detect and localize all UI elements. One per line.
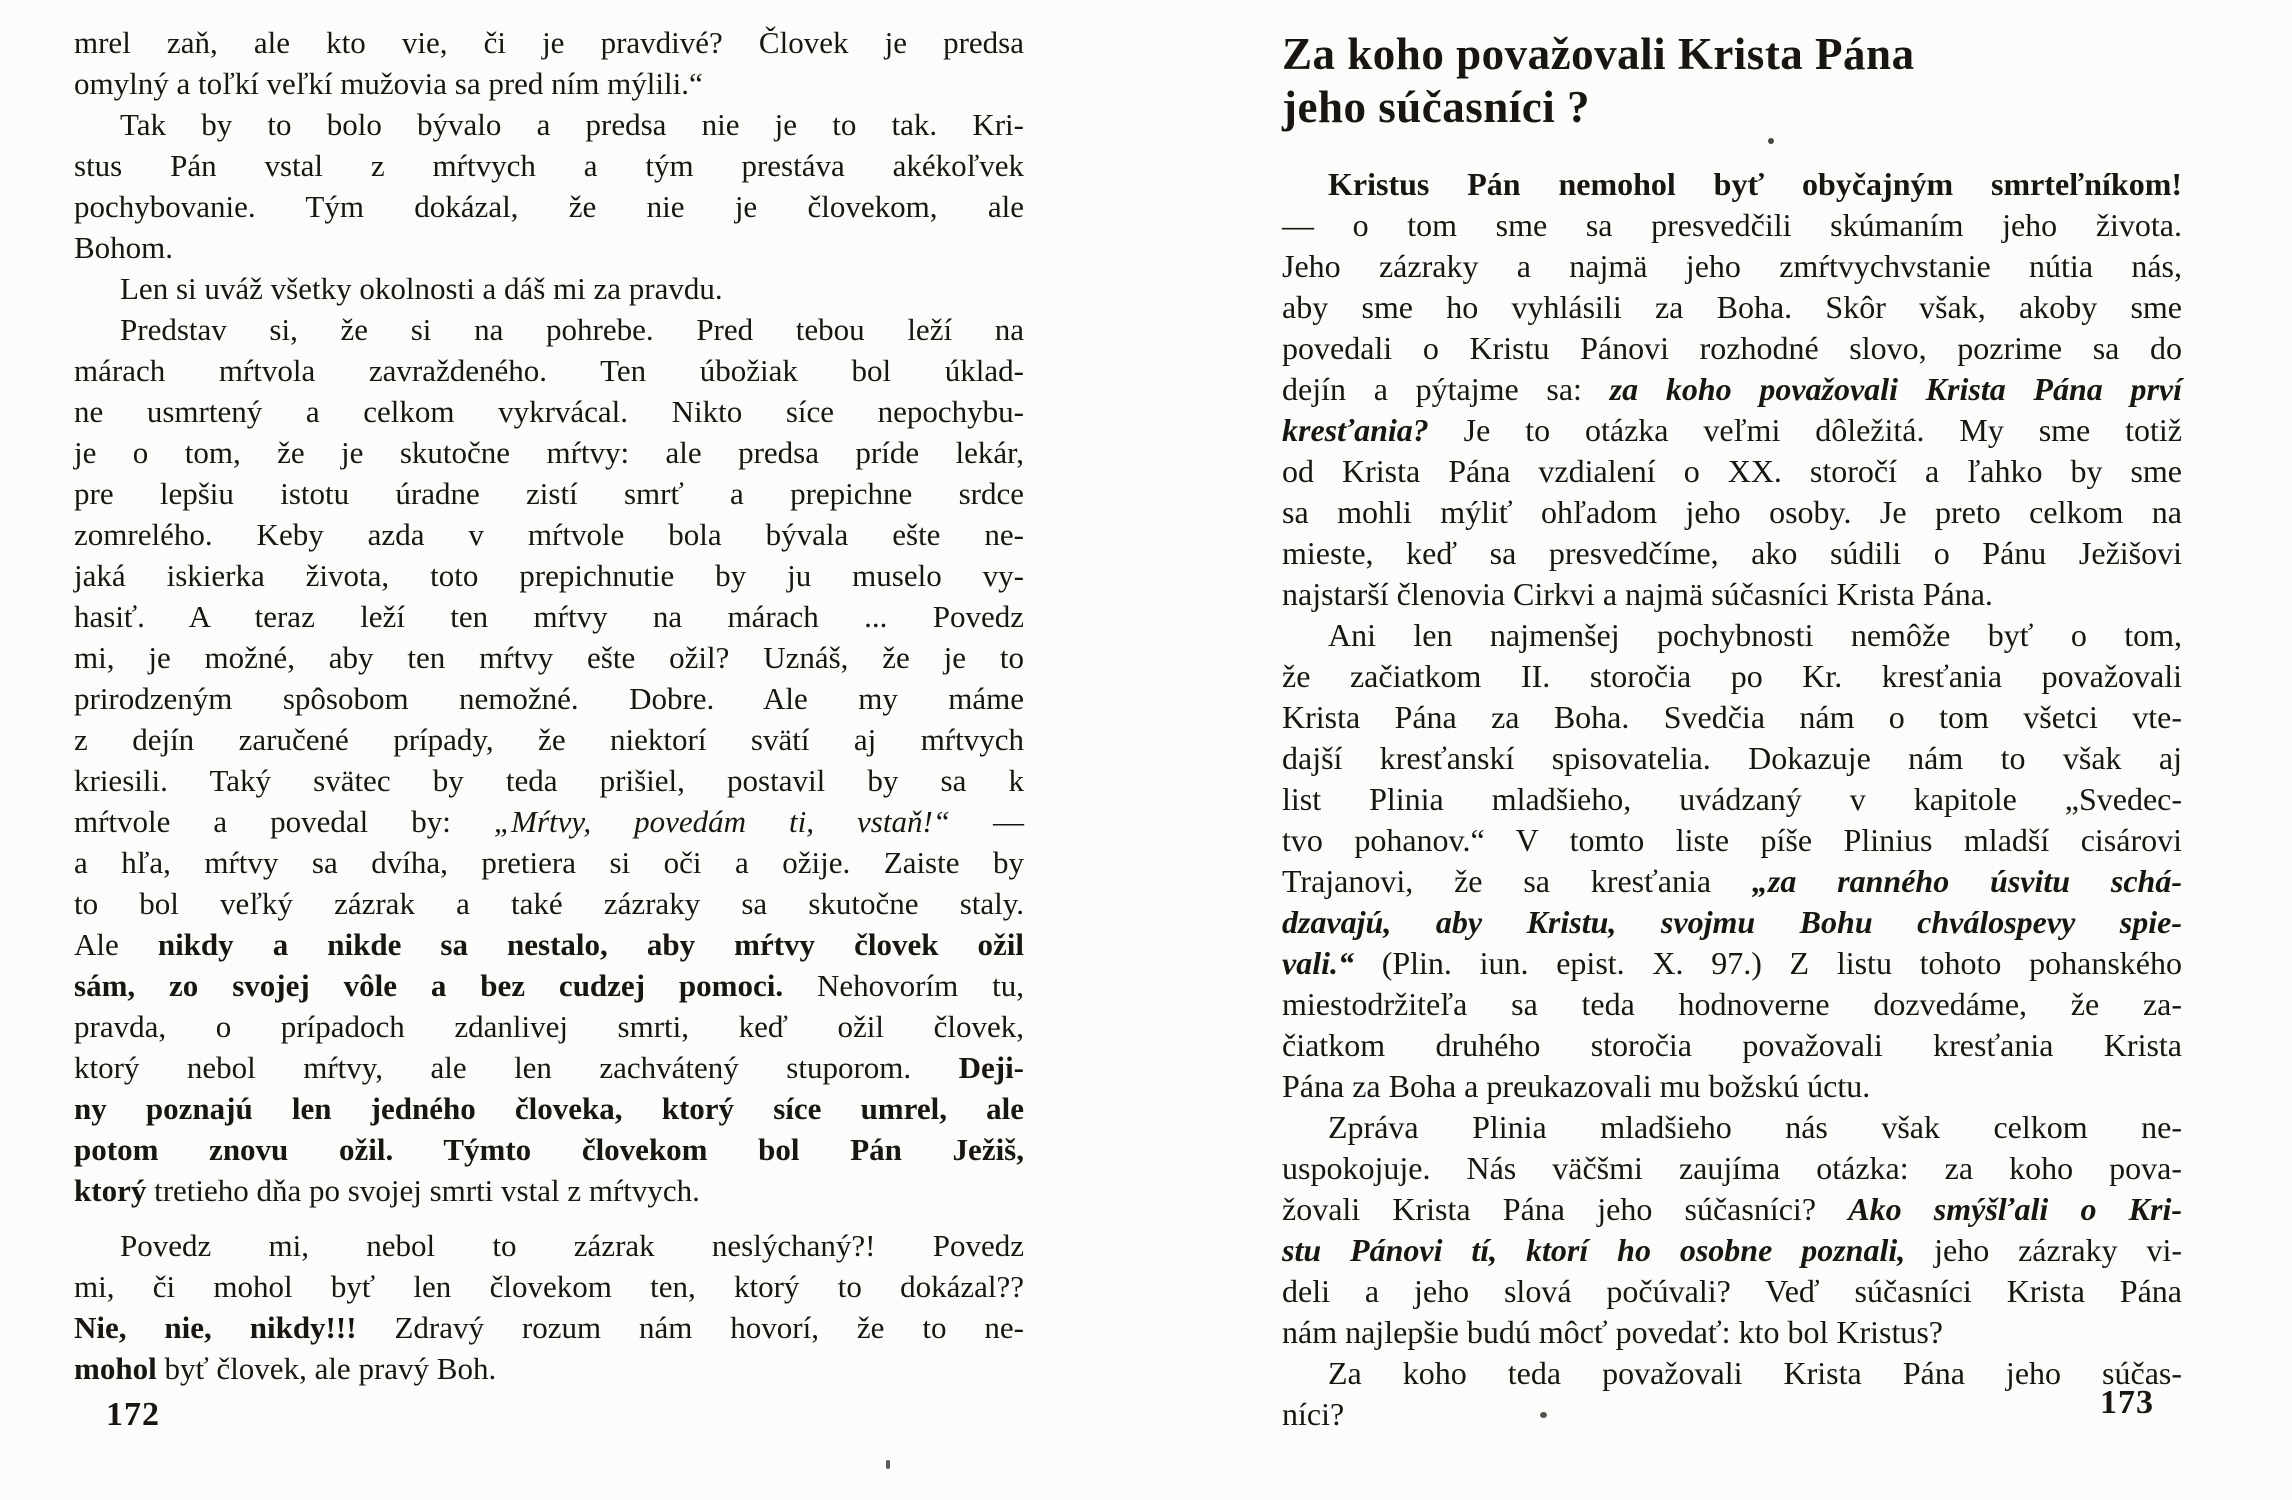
text-line: níci? bbox=[1282, 1396, 1345, 1432]
text-line: žovali Krista Pána jeho súčasníci? Ako smýšľali o Kri- bbox=[1282, 1191, 2183, 1227]
text-line: Kristus Pán nemohol byť obyčajným smrteľníkom! bbox=[1328, 166, 2182, 202]
text-line: a hľa, mŕtvy sa dvíha, pretiera si oči a ožije. Zaiste by bbox=[74, 845, 1024, 880]
text-line: mieste, keď sa presvedčíme, ako súdili o Pánu Ježišovi bbox=[1282, 535, 2182, 571]
book-page-right bbox=[1282, 28, 2182, 1435]
text-line: Predstav si, že si na pohrebe. Pred tebou leží na bbox=[120, 312, 1024, 347]
page-number-right: 173 bbox=[2100, 1384, 2154, 1421]
text-line: že začiatkom II. storočia po Kr. kresťania považovali bbox=[1282, 658, 2182, 694]
text-line: Nie, nie, nikdy!!! Zdravý rozum nám hovorí, že to ne- bbox=[74, 1310, 1024, 1345]
text-line: Trajanovi, že sa kresťania „za ranného úsvitu schá- bbox=[1282, 863, 2183, 899]
text-line: mi, je možné, aby ten mŕtvy ešte ožil? Uznáš, že je to bbox=[74, 640, 1024, 675]
paragraph bbox=[74, 104, 1024, 268]
text-line: mŕtvole a povedal by: „Mŕtvy, povedám ti, vstaň!“ — bbox=[74, 804, 1024, 839]
scan-artifact-dot bbox=[1540, 1412, 1547, 1418]
text-line: čiatkom druhého storočia považovali kresťania Krista bbox=[1282, 1027, 2182, 1063]
text-line: aby sme ho vyhlásili za Boha. Skôr však, akoby sme bbox=[1282, 289, 2182, 325]
text-line: ktorý tretieho dňa po svojej smrti vstal z mŕtvych. bbox=[74, 1173, 700, 1208]
text-line: pochybovanie. Tým dokázal, že nie je človekom, ale bbox=[74, 189, 1024, 224]
text-line: Zpráva Plinia mladšieho nás však celkom ne- bbox=[1328, 1109, 2182, 1145]
text-line: dajší kresťanskí spisovatelia. Dokazuje nám to však aj bbox=[1282, 740, 2182, 776]
text-line: kriesili. Taký svätec by teda prišiel, postavil by sa k bbox=[74, 763, 1024, 798]
text-line: Pána za Boha a preukazovali mu božskú úctu. bbox=[1282, 1068, 1871, 1104]
text-line: potom znovu ožil. Týmto človekom bol Pán Ježiš, bbox=[74, 1132, 1024, 1167]
left-text-column bbox=[74, 22, 1024, 1389]
text-line: ktorý nebol mŕtvy, ale len zachvátený stuporom. Deji- bbox=[74, 1050, 1024, 1085]
text-line: pre lepšiu istotu úradne zistí smrť a prepichne srdce bbox=[74, 476, 1024, 511]
paragraph bbox=[74, 268, 1024, 309]
text-line: od Krista Pána vzdialení o XX. storočí a ľahko by sme bbox=[1282, 453, 2182, 489]
paragraph bbox=[74, 1225, 1024, 1389]
text-line: vali.“ (Plin. iun. epist. X. 97.) Z listu tohoto pohanského bbox=[1282, 945, 2182, 981]
text-line: tvo pohanov.“ V tomto liste píše Plinius mladší cisárovi bbox=[1282, 822, 2182, 858]
text-line: miestodržiteľa sa teda hodnoverne dozvedáme, že za- bbox=[1282, 986, 2182, 1022]
text-line: Tak by to bolo bývalo a predsa nie je to tak. Kri- bbox=[120, 107, 1024, 142]
paragraph bbox=[74, 309, 1024, 1211]
paragraph bbox=[1282, 1353, 2182, 1435]
text-line: Ale nikdy a nikde sa nestalo, aby mŕtvy človek ožil bbox=[74, 927, 1025, 962]
text-line: ne usmrtený a celkom vykrvácal. Nikto síce nepochybu- bbox=[74, 394, 1024, 429]
chapter-title-line-2: jeho súčasníci ? bbox=[1282, 82, 1591, 132]
scan-artifact-dot bbox=[1768, 138, 1774, 144]
text-line: sám, zo svojej vôle a bez cudzej pomoci. Nehovorím tu, bbox=[74, 968, 1024, 1003]
text-line: — o tom sme sa presvedčili skúmaním jeho života. bbox=[1282, 207, 2182, 243]
text-line: najstarší členovia Cirkvi a najmä súčasníci Krista Pána. bbox=[1282, 576, 1993, 612]
right-text-column bbox=[1282, 164, 2182, 1435]
text-line: mrel zaň, ale kto vie, či je pravdivé? Človek je predsa bbox=[74, 25, 1024, 60]
text-line: dzavajú, aby Kristu, svojmu Bohu chválospevy spie- bbox=[1282, 904, 2182, 940]
text-line: dejín a pýtajme sa: za koho považovali Krista Pána prví bbox=[1282, 371, 2183, 407]
chapter-title bbox=[1282, 28, 2182, 134]
text-line: kresťania? Je to otázka veľmi dôležitá. My sme totiž bbox=[1282, 412, 2182, 448]
text-line: uspokojuje. Nás väčšmi zaujíma otázka: za koho pova- bbox=[1282, 1150, 2182, 1186]
page-number-left: 172 bbox=[106, 1396, 160, 1433]
paragraph bbox=[1282, 1107, 2182, 1353]
text-line: deli a jeho slová počúvali? Veď súčasníci Krista Pána bbox=[1282, 1273, 2182, 1309]
text-line: to bol veľký zázrak a také zázraky sa skutočne staly. bbox=[74, 886, 1024, 921]
text-line: Krista Pána za Boha. Svedčia nám o tom všetci vte- bbox=[1282, 699, 2182, 735]
text-line: prirodzeným spôsobom nemožné. Dobre. Ale my máme bbox=[74, 681, 1024, 716]
text-line: stus Pán vstal z mŕtvych a tým prestáva akékoľvek bbox=[74, 148, 1024, 183]
text-line: hasiť. A teraz leží ten mŕtvy na márach ... Povedz bbox=[74, 599, 1024, 634]
text-line: omylný a toľkí veľkí mužovia sa pred ním mýlili.“ bbox=[74, 66, 703, 101]
paragraph bbox=[1282, 615, 2182, 1107]
text-line: povedali o Kristu Pánovi rozhodné slovo, pozrime sa do bbox=[1282, 330, 2182, 366]
text-line: Povedz mi, nebol to zázrak neslýchaný?! Povedz bbox=[120, 1228, 1024, 1263]
paragraph bbox=[1282, 164, 2182, 615]
scan-artifact-mark bbox=[886, 1460, 890, 1469]
text-line: Bohom. bbox=[74, 230, 174, 265]
text-line: jaká iskierka života, toto prepichnutie by ju muselo vy- bbox=[74, 558, 1024, 593]
book-page-left bbox=[74, 22, 1024, 1389]
text-line: márach mŕtvola zavraždeného. Ten úbožiak bol úklad- bbox=[74, 353, 1024, 388]
text-line: z dejín zaručené prípady, že niektorí svätí aj mŕtvych bbox=[74, 722, 1024, 757]
text-line: je o tom, že je skutočne mŕtvy: ale predsa príde lekár, bbox=[74, 435, 1024, 470]
text-line: Za koho teda považovali Krista Pána jeho súčas- bbox=[1328, 1355, 2182, 1391]
chapter-title-line-1: Za koho považovali Krista Pána bbox=[1282, 29, 1915, 79]
text-line: nám najlepšie budú môcť povedať: kto bol Kristus? bbox=[1282, 1314, 1943, 1350]
text-line: zomrelého. Keby azda v mŕtvole bola bývala ešte ne- bbox=[74, 517, 1024, 552]
text-line: Jeho zázraky a najmä jeho zmŕtvychvstanie nútia nás, bbox=[1282, 248, 2182, 284]
text-line: sa mohli mýliť ohľadom jeho osoby. Je preto celkom na bbox=[1282, 494, 2182, 530]
text-line: pravda, o prípadoch zdanlivej smrti, keď ožil človek, bbox=[74, 1009, 1024, 1044]
text-line: mohol byť človek, ale pravý Boh. bbox=[74, 1351, 497, 1386]
text-line: Len si uváž všetky okolnosti a dáš mi za pravdu. bbox=[120, 271, 723, 306]
text-line: list Plinia mladšieho, uvádzaný v kapitole „Svedec- bbox=[1282, 781, 2182, 817]
paragraph bbox=[74, 22, 1024, 104]
text-line: mi, či mohol byť len človekom ten, ktorý to dokázal?? bbox=[74, 1269, 1024, 1304]
text-line: Ani len najmenšej pochybnosti nemôže byť o tom, bbox=[1328, 617, 2182, 653]
text-line: ny poznajú len jedného človeka, ktorý síce umrel, ale bbox=[74, 1091, 1024, 1126]
text-line: stu Pánovi tí, ktorí ho osobne poznali, jeho zázraky vi- bbox=[1282, 1232, 2182, 1268]
